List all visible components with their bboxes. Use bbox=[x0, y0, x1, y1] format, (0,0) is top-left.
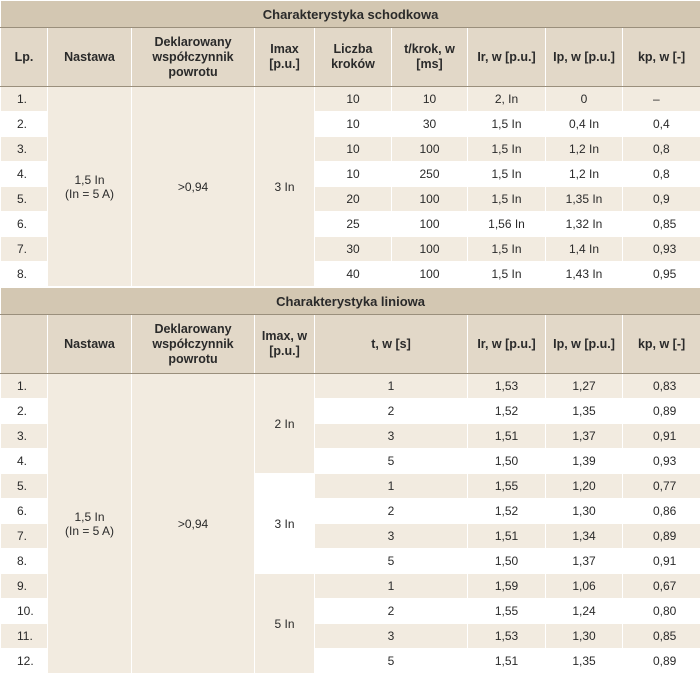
row-ir: 1,51 bbox=[468, 649, 546, 674]
row-ip: 1,34 bbox=[546, 524, 623, 549]
row-lp: 2. bbox=[1, 399, 48, 424]
linear-title: Charakterystyka liniowa bbox=[1, 288, 700, 315]
row-ir: 1,53 bbox=[468, 624, 546, 649]
row-lp: 6. bbox=[1, 499, 48, 524]
header-lp bbox=[1, 315, 48, 374]
header-kroki: Liczba kroków bbox=[315, 28, 392, 87]
row-lp: 3. bbox=[1, 137, 48, 162]
header-wspolczynnik: Deklarowany współczynnik powrotu bbox=[132, 315, 255, 374]
row-lp: 4. bbox=[1, 162, 48, 187]
row-ip: 1,06 bbox=[546, 574, 623, 599]
row-lp: 11. bbox=[1, 624, 48, 649]
row-t: 2 bbox=[315, 499, 468, 524]
row-kroki: 10 bbox=[315, 87, 392, 112]
row-ip: 1,37 bbox=[546, 424, 623, 449]
row-t: 1 bbox=[315, 374, 468, 399]
row-t: 100 bbox=[392, 237, 468, 262]
row-ir: 1,50 bbox=[468, 449, 546, 474]
row-kp: – bbox=[623, 87, 700, 112]
row-kp: 0,86 bbox=[623, 499, 700, 524]
row-ip: 1,37 bbox=[546, 549, 623, 574]
row-ir: 1,55 bbox=[468, 599, 546, 624]
header-imax: Imax, w [p.u.] bbox=[255, 315, 315, 374]
row-t: 100 bbox=[392, 262, 468, 287]
row-ip: 0,4 In bbox=[546, 112, 623, 137]
row-lp: 8. bbox=[1, 262, 48, 287]
imax-group-cell: 3 In bbox=[255, 474, 315, 574]
linear-table bbox=[0, 287, 700, 674]
row-t: 5 bbox=[315, 649, 468, 674]
header-ip: Ip, w [p.u.] bbox=[546, 315, 623, 374]
row-ir: 1,5 In bbox=[468, 112, 546, 137]
row-lp: 10. bbox=[1, 599, 48, 624]
row-kp: 0,91 bbox=[623, 549, 700, 574]
imax-cell: 3 In bbox=[255, 87, 315, 287]
row-kp: 0,89 bbox=[623, 524, 700, 549]
row-kp: 0,9 bbox=[623, 187, 700, 212]
row-kroki: 40 bbox=[315, 262, 392, 287]
row-kp: 0,67 bbox=[623, 574, 700, 599]
row-lp: 6. bbox=[1, 212, 48, 237]
row-kp: 0,85 bbox=[623, 624, 700, 649]
row-lp: 7. bbox=[1, 524, 48, 549]
row-ir: 1,50 bbox=[468, 549, 546, 574]
row-kp: 0,95 bbox=[623, 262, 700, 287]
stepped-table bbox=[0, 0, 700, 287]
nastawa-cell bbox=[48, 374, 132, 674]
row-lp: 7. bbox=[1, 237, 48, 262]
row-ir: 1,55 bbox=[468, 474, 546, 499]
nastawa-note: (In = 5 A) bbox=[64, 186, 115, 201]
row-kroki: 10 bbox=[315, 112, 392, 137]
row-t: 100 bbox=[392, 137, 468, 162]
row-kp: 0,80 bbox=[623, 599, 700, 624]
row-t: 100 bbox=[392, 187, 468, 212]
header-ir: Ir, w [p.u.] bbox=[468, 315, 546, 374]
row-t: 1 bbox=[315, 574, 468, 599]
row-ip: 1,35 bbox=[546, 649, 623, 674]
header-t: t, w [s] bbox=[315, 315, 468, 374]
stepped-title: Charakterystyka schodkowa bbox=[1, 1, 700, 28]
row-ir: 1,51 bbox=[468, 424, 546, 449]
row-kp: 0,77 bbox=[623, 474, 700, 499]
row-lp: 4. bbox=[1, 449, 48, 474]
row-ir: 1,5 In bbox=[468, 262, 546, 287]
table-row bbox=[1, 374, 700, 399]
row-kroki: 10 bbox=[315, 162, 392, 187]
header-imax: Imax [p.u.] bbox=[255, 28, 315, 87]
row-kp: 0,8 bbox=[623, 162, 700, 187]
row-t: 3 bbox=[315, 424, 468, 449]
imax-group-cell: 5 In bbox=[255, 574, 315, 674]
header-t: t/krok, w [ms] bbox=[392, 28, 468, 87]
row-ir: 2, In bbox=[468, 87, 546, 112]
wspolczynnik-cell: >0,94 bbox=[132, 374, 255, 674]
row-t: 100 bbox=[392, 212, 468, 237]
nastawa-value: 1,5 In bbox=[74, 509, 105, 524]
row-ip: 1,43 In bbox=[546, 262, 623, 287]
row-ir: 1,5 In bbox=[468, 187, 546, 212]
header-ip: Ip, w [p.u.] bbox=[546, 28, 623, 87]
header-wspolczynnik: Deklarowany współczynnik powrotu bbox=[132, 28, 255, 87]
header-nastawa: Nastawa bbox=[48, 315, 132, 374]
nastawa-value: 1,5 In bbox=[74, 172, 105, 187]
row-ir: 1,51 bbox=[468, 524, 546, 549]
nastawa-note: (In = 5 A) bbox=[64, 523, 115, 538]
row-lp: 5. bbox=[1, 187, 48, 212]
row-t: 2 bbox=[315, 599, 468, 624]
row-ir: 1,5 In bbox=[468, 162, 546, 187]
row-ip: 0 bbox=[546, 87, 623, 112]
row-kp: 0,91 bbox=[623, 424, 700, 449]
header-kp: kp, w [-] bbox=[623, 28, 700, 87]
row-kroki: 25 bbox=[315, 212, 392, 237]
row-t: 30 bbox=[392, 112, 468, 137]
row-lp: 5. bbox=[1, 474, 48, 499]
row-ip: 1,39 bbox=[546, 449, 623, 474]
row-t: 3 bbox=[315, 524, 468, 549]
row-ir: 1,53 bbox=[468, 374, 546, 399]
nastawa-cell bbox=[48, 87, 132, 287]
header-lp: Lp. bbox=[1, 28, 48, 87]
row-t: 5 bbox=[315, 449, 468, 474]
row-lp: 1. bbox=[1, 87, 48, 112]
row-ip: 1,20 bbox=[546, 474, 623, 499]
row-ip: 1,30 bbox=[546, 499, 623, 524]
row-kroki: 20 bbox=[315, 187, 392, 212]
row-t: 250 bbox=[392, 162, 468, 187]
row-ip: 1,4 In bbox=[546, 237, 623, 262]
row-kp: 0,89 bbox=[623, 399, 700, 424]
row-t: 10 bbox=[392, 87, 468, 112]
row-lp: 9. bbox=[1, 574, 48, 599]
imax-group-cell: 2 In bbox=[255, 374, 315, 474]
row-ip: 1,27 bbox=[546, 374, 623, 399]
wspolczynnik-cell: >0,94 bbox=[132, 87, 255, 287]
row-lp: 12. bbox=[1, 649, 48, 674]
row-ir: 1,52 bbox=[468, 499, 546, 524]
row-t: 3 bbox=[315, 624, 468, 649]
row-ip: 1,35 bbox=[546, 399, 623, 424]
row-kp: 0,4 bbox=[623, 112, 700, 137]
row-ir: 1,56 In bbox=[468, 212, 546, 237]
row-lp: 1. bbox=[1, 374, 48, 399]
header-ir: Ir, w [p.u.] bbox=[468, 28, 546, 87]
header-kp: kp, w [-] bbox=[623, 315, 700, 374]
row-ir: 1,5 In bbox=[468, 137, 546, 162]
row-kroki: 10 bbox=[315, 137, 392, 162]
row-ir: 1,59 bbox=[468, 574, 546, 599]
row-kp: 0,85 bbox=[623, 212, 700, 237]
row-kp: 0,93 bbox=[623, 449, 700, 474]
row-ir: 1,5 In bbox=[468, 237, 546, 262]
row-t: 5 bbox=[315, 549, 468, 574]
row-kp: 0,89 bbox=[623, 649, 700, 674]
row-kp: 0,8 bbox=[623, 137, 700, 162]
row-kp: 0,93 bbox=[623, 237, 700, 262]
row-ip: 1,35 In bbox=[546, 187, 623, 212]
row-ip: 1,32 In bbox=[546, 212, 623, 237]
header-nastawa: Nastawa bbox=[48, 28, 132, 87]
row-t: 1 bbox=[315, 474, 468, 499]
row-ip: 1,24 bbox=[546, 599, 623, 624]
row-lp: 2. bbox=[1, 112, 48, 137]
row-t: 2 bbox=[315, 399, 468, 424]
row-kroki: 30 bbox=[315, 237, 392, 262]
row-kp: 0,83 bbox=[623, 374, 700, 399]
row-ir: 1,52 bbox=[468, 399, 546, 424]
row-ip: 1,2 In bbox=[546, 162, 623, 187]
row-ip: 1,30 bbox=[546, 624, 623, 649]
row-lp: 3. bbox=[1, 424, 48, 449]
row-lp: 8. bbox=[1, 549, 48, 574]
row-ip: 1,2 In bbox=[546, 137, 623, 162]
table-row bbox=[1, 87, 700, 112]
